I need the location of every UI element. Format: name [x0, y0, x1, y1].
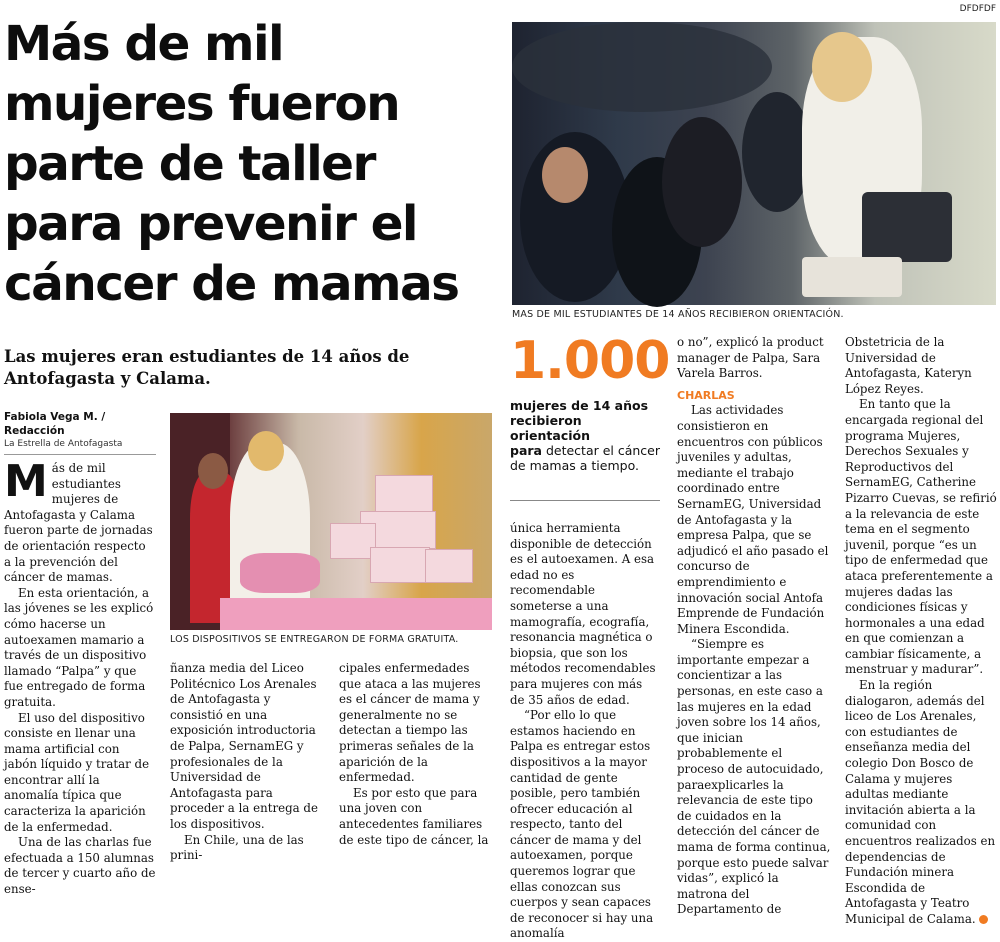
paragraph: única herramienta disponible de detección es el autoexamen. A esa edad no es recomendable someterse a una mamografía, ecografía, resonancia magnética o biopsia, que son los métodos recomendables para mujeres con más de 35 años de edad. [510, 521, 656, 707]
highlight-bold-2: para [510, 443, 542, 458]
headline-line: para prevenir el [4, 196, 417, 252]
paragraph: ñanza media del Liceo Politécnico Los Arenales de Antofagasta y consistió en una exposición introductoria de Palpa, SernamEG y profesionales de la Universidad de Antofagasta para proceder a la entrega de los dispositivos. [170, 661, 318, 831]
paragraph: ás de mil estudiantes mujeres de Antofagasta y Calama fueron parte de jornadas de orientación respecto a la prevención del cáncer de mamas. [4, 461, 153, 585]
page-tag: DFDFDF [959, 4, 996, 14]
main-photo-caption: MAS DE MIL ESTUDIANTES DE 14 AÑOS RECIBIERON ORIENTACIÓN. [512, 309, 844, 320]
dropcap: M [4, 456, 48, 507]
paragraph: En tanto que la encargada regional del programa Mujeres, Derechos Sexuales y Reproductivos del SernamEG, Catherine Pizarro Cuevas, se refirió a la relevancia de este tema en el segmento juvenil, porque “es un tipo de enfermedad que ataca preferentemente a mujeres dadas las condiciones físicas y hormonales a una edad en que comienzan a cambiar físicamente, a menstruar y madurar”. [845, 397, 997, 677]
byline [4, 410, 156, 455]
headline-line: parte de taller [4, 136, 375, 192]
article-column-2 [170, 661, 324, 864]
paragraph: En Chile, una de las prini- [170, 832, 304, 863]
paragraph: Una de las charlas fue efectuada a 150 alumnas de tercer y cuarto año de ense- [4, 835, 156, 897]
headline-line: Más de mil [4, 16, 284, 72]
article-column-6 [845, 335, 997, 928]
article-column-3 [339, 661, 493, 848]
highlight-text [510, 398, 660, 473]
headline-line: mujeres fueron [4, 76, 400, 132]
headline-line: cáncer de mamas [4, 256, 459, 312]
highlight-number: 1.000 [510, 331, 670, 391]
section-heading: CHARLAS [677, 388, 735, 402]
article-column-4 [510, 521, 660, 942]
main-photo [512, 22, 996, 305]
paragraph: “Siempre es importante empezar a concientizar a las personas, en este caso a las mujeres en la edad joven sobre los 14 años, que inician probablemente el proceso de autocuidado, paraexplicarles la relevancia de este tipo de cuidados en la detección del cáncer de mama de forma continua, porque esto puede salvar vidas”, explicó la matrona del Departamento de [677, 637, 831, 917]
headline [4, 14, 474, 314]
paragraph: Las actividades consistieron en encuentros con públicos juveniles y adultas, mediante el trabajo coordinado entre SernamEG, Universidad de Antofagasta y la empresa Palpa, que se adjudicó el año pasado el concurso de emprendimiento e innovación social Antofa Emprende de Fundación Minera Escondida. [677, 403, 829, 636]
highlight-bold: mujeres de 14 años recibieron orientación [510, 398, 649, 443]
byline-outlet: La Estrella de Antofagasta [4, 439, 123, 449]
paragraph: Obstetricia de la Universidad de Antofagasta, Kateryn López Reyes. [845, 335, 972, 396]
paragraph: o no”, explicó la product manager de Palpa, Sara Varela Barros. [677, 335, 824, 381]
article-column-1 [4, 456, 156, 898]
paragraph: El uso del dispositivo consiste en llenar una mama artificial con jabón líquido y tratar de encontrar allí la anomalía típica que caracteriza la aparición de la enfermedad. [4, 710, 150, 834]
side-photo [170, 413, 492, 630]
paragraph: “Por ello lo que estamos haciendo en Palpa es entregar estos dispositivos a la mayor cantidad de gente posible, pero también ofrecer educación al respecto, tanto del cáncer de mama y del autoexamen, porque queremos lograr que ellas conozcan sus cuerpos y sean capaces de reconocer si hay una anomalía [510, 708, 654, 941]
byline-author: Fabiola Vega M. / Redacción [4, 411, 106, 437]
paragraph: cipales enfermedades que ataca a las mujeres es el cáncer de mama y generalmente no se detectan a tiempo las primeras señales de la aparición de la enfermedad. [339, 661, 481, 785]
article-column-5 [677, 335, 831, 918]
highlight-divider [510, 500, 660, 501]
subhead: Las mujeres eran estudiantes de 14 años de Antofagasta y Calama. [4, 347, 410, 388]
paragraph: En la región dialogaron, además del liceo de Los Arenales, con estudiantes de enseñanza media del colegio Don Bosco de Calama y mujeres adultas mediante invitación abierta a la comunidad con encuentros realizados en dependencias de Fundación minera Escondida de Antofagasta y Teatro Municipal de Calama. [845, 678, 996, 926]
paragraph: Es por esto que para una joven con antecedentes familiares de este tipo de cáncer, la [339, 785, 489, 847]
side-photo-caption: LOS DISPOSITIVOS SE ENTREGARON DE FORMA GRATUITA. [170, 634, 459, 645]
paragraph: En esta orientación, a las jóvenes se les explicó cómo hacerse un autoexamen mamario a través de un dispositivo llamado “Palpa” y que fue entregado de forma gratuita. [4, 585, 154, 709]
highlight-rest: detectar el cáncer de mamas a tiempo. [510, 443, 661, 473]
end-mark-icon [979, 915, 988, 924]
